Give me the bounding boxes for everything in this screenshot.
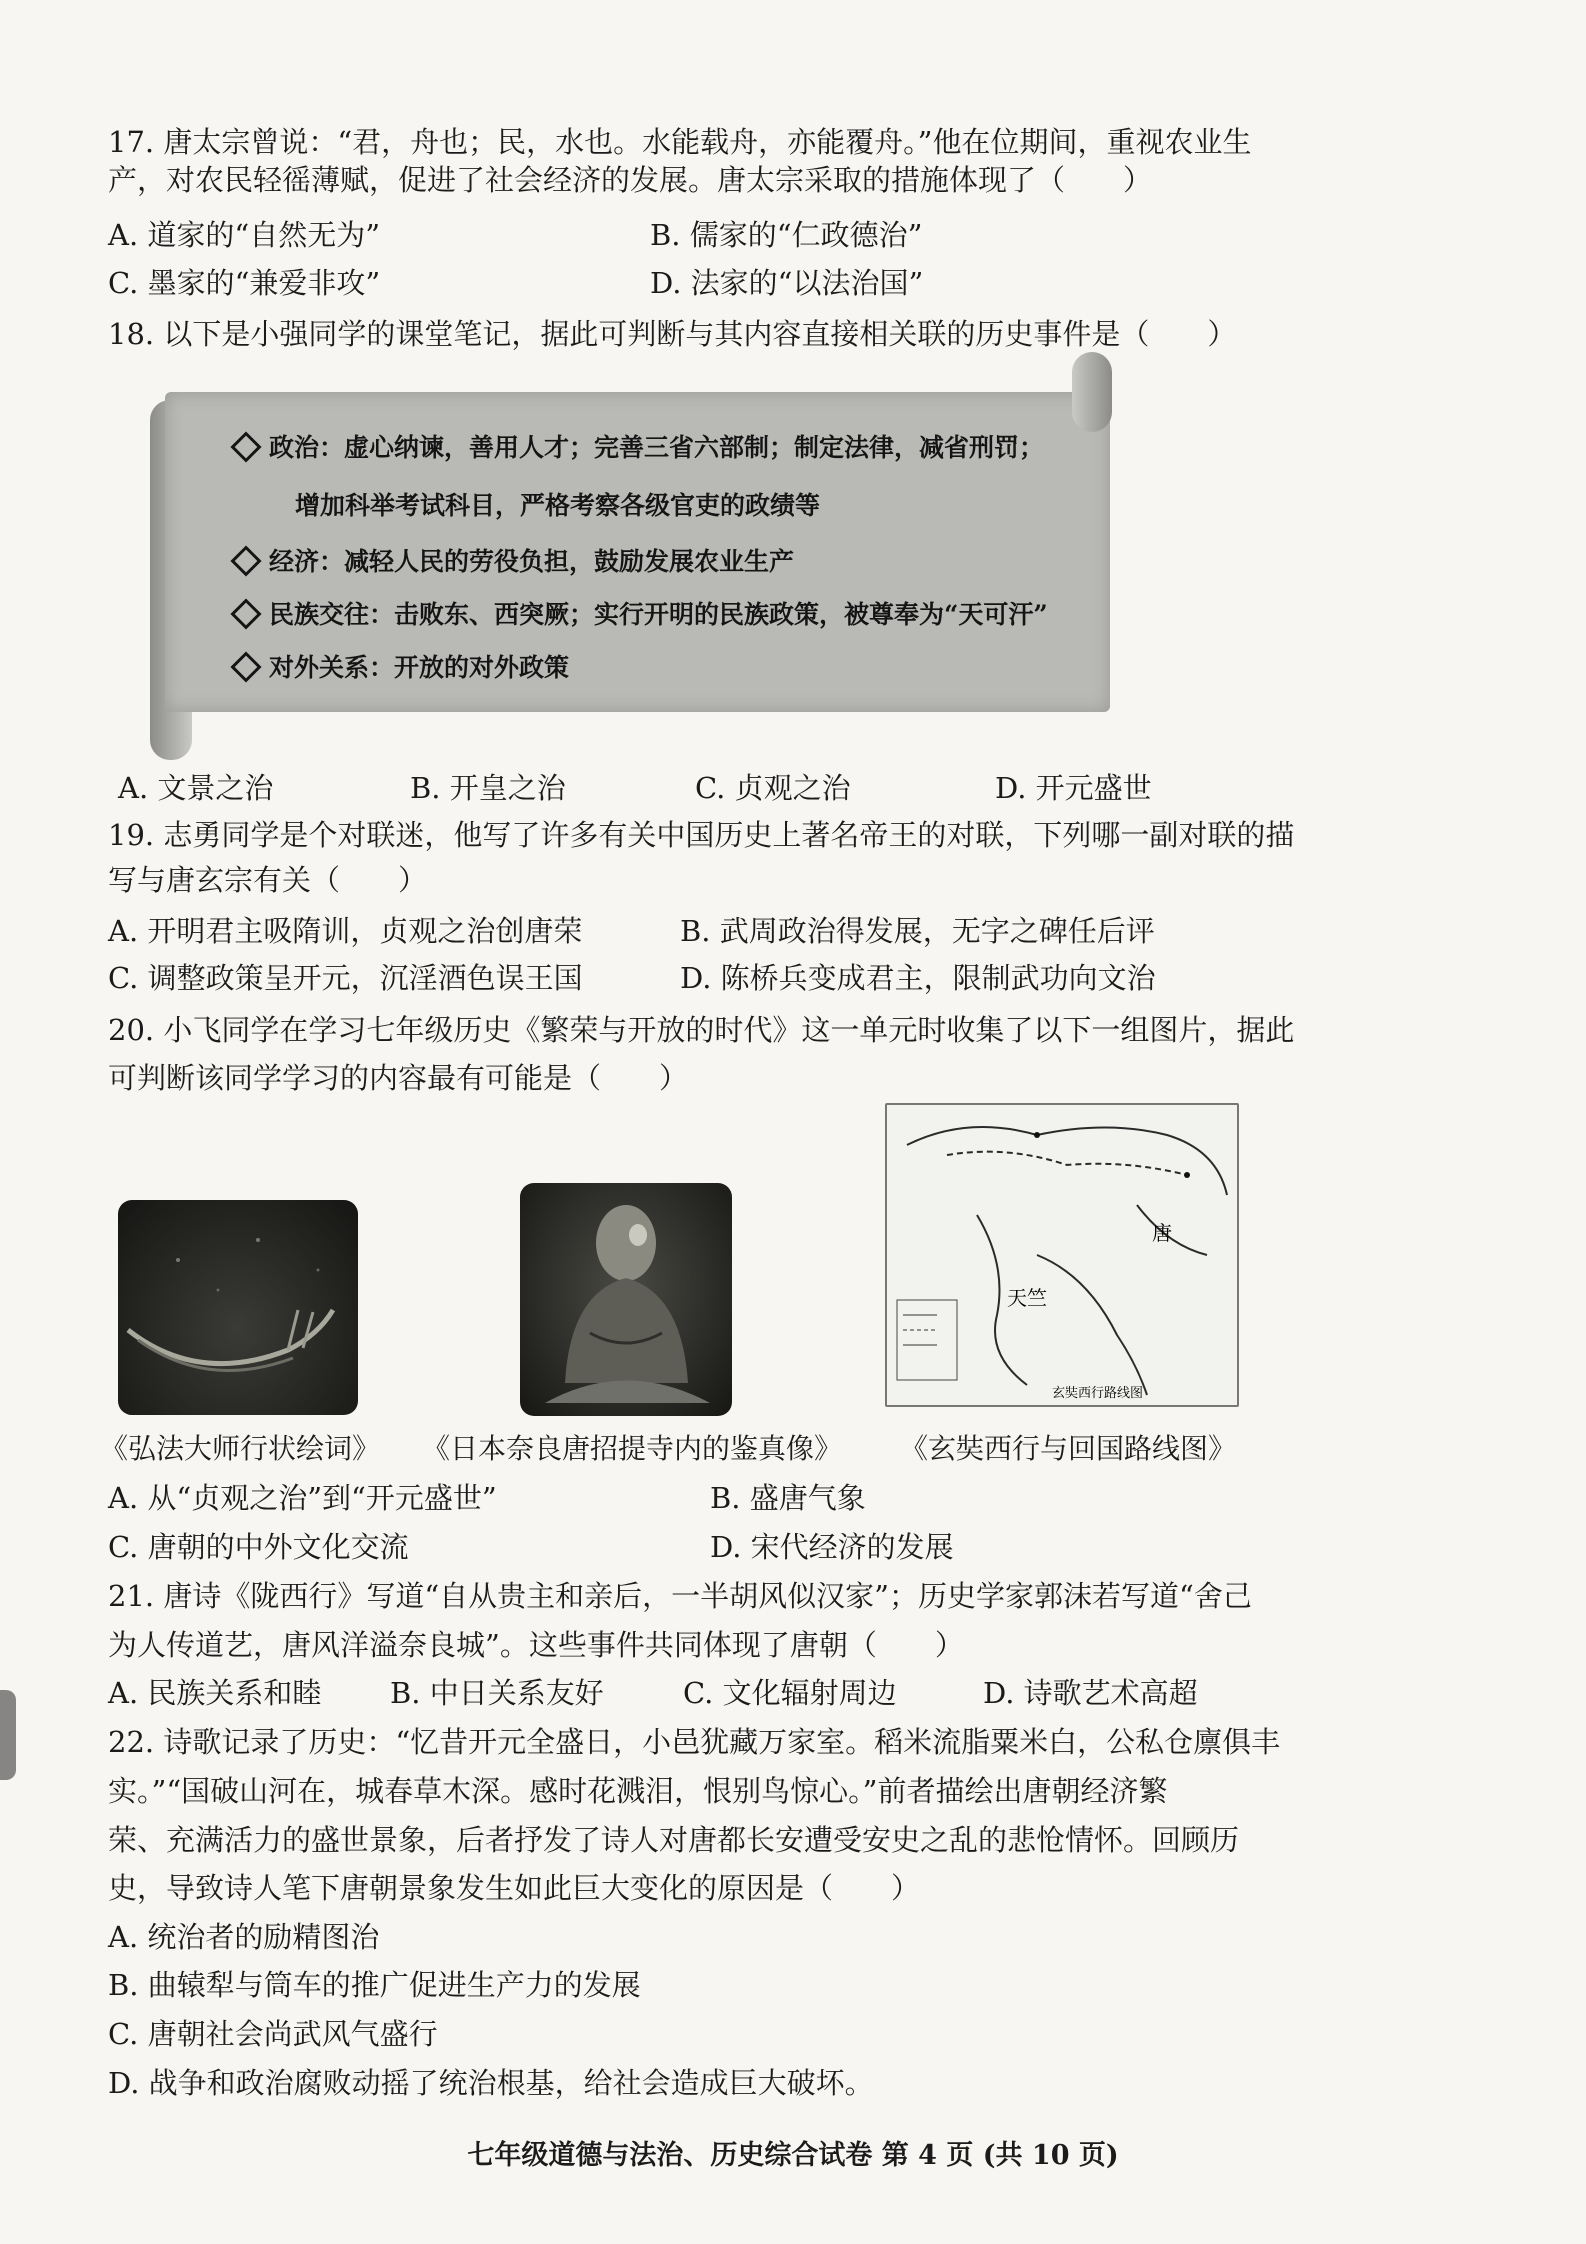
q22-option-c[interactable]: C. 唐朝社会尚武风气盛行 xyxy=(108,2017,438,2051)
map-title: 玄奘西行路线图 xyxy=(1052,1386,1144,1401)
note-ethnic-relations: 民族交往：击败东、西突厥；实行开明的民族政策，被尊奉为“天可汗” xyxy=(235,598,1048,632)
q21-option-c[interactable]: C. 文化辐射周边 xyxy=(683,1676,897,1710)
q19-option-b[interactable]: B. 武周政治得发展，无字之碑任后评 xyxy=(680,914,1155,948)
q17-option-b[interactable]: B. 儒家的“仁政德治” xyxy=(650,218,923,252)
q18-option-d[interactable]: D. 开元盛世 xyxy=(995,771,1152,805)
q21-option-a[interactable]: A. 民族关系和睦 xyxy=(108,1676,322,1710)
q21-stem-line1: 21. 唐诗《陇西行》写道“自从贵主和亲后，一半胡风似汉家”；历史学家郭沫若写道“舍己 xyxy=(108,1579,1252,1613)
kobo-daishi-scroll-image xyxy=(118,1200,358,1415)
diamond-bullet-icon xyxy=(230,598,261,629)
q19-option-c[interactable]: C. 调整政策呈开元，沉淫酒色误王国 xyxy=(108,961,583,995)
q19-option-d[interactable]: D. 陈桥兵变成君主，限制武功向文治 xyxy=(680,961,1156,995)
q20-option-d[interactable]: D. 宋代经济的发展 xyxy=(710,1530,954,1564)
note-foreign-relations: 对外关系：开放的对外政策 xyxy=(235,651,569,685)
q21-option-b[interactable]: B. 中日关系友好 xyxy=(390,1676,604,1710)
page-footer: 七年级道德与法治、历史综合试卷 第 4 页 (共 10 页) xyxy=(467,2140,1119,2171)
q19-option-a[interactable]: A. 开明君主吸隋训，贞观之治创唐荣 xyxy=(108,914,583,948)
diamond-bullet-icon xyxy=(230,651,261,682)
xuanzang-route-map-image xyxy=(885,1103,1239,1407)
scan-smudge xyxy=(0,1690,16,1780)
caption-kobo-daishi: 《弘法大师行状绘词》 xyxy=(100,1432,381,1465)
q22-stem-line4: 史，导致诗人笔下唐朝景象发生如此巨大变化的原因是（ ） xyxy=(108,1871,921,1905)
note-economy: 经济：减轻人民的劳役负担，鼓励发展农业生产 xyxy=(235,545,794,579)
diamond-bullet-icon xyxy=(230,431,261,462)
q22-stem-line1: 22. 诗歌记录了历史：“忆昔开元全盛日，小邑犹藏万家室。稻米流脂粟米白，公私仓廪俱丰 xyxy=(108,1725,1281,1759)
q17-option-c[interactable]: C. 墨家的“兼爱非攻” xyxy=(108,266,381,300)
map-label-tang: 唐 xyxy=(1152,1221,1172,1245)
q20-stem-line2: 可判断该同学学习的内容最有可能是（ ） xyxy=(108,1061,689,1095)
q22-option-a[interactable]: A. 统治者的励精图治 xyxy=(108,1920,380,1954)
q20-stem-line1: 20. 小飞同学在学习七年级历史《繁荣与开放的时代》这一单元时收集了以下一组图片，据此 xyxy=(108,1013,1295,1047)
q22-option-b[interactable]: B. 曲辕犁与筒车的推广促进生产力的发展 xyxy=(108,1968,641,2002)
q20-option-c[interactable]: C. 唐朝的中外文化交流 xyxy=(108,1530,409,1564)
diamond-bullet-icon xyxy=(230,545,261,576)
note-politics: 政治：虚心纳谏，善用人才；完善三省六部制；制定法律，减省刑罚； xyxy=(235,431,1044,465)
caption-xuanzang-map: 《玄奘西行与回国路线图》 xyxy=(900,1432,1237,1465)
q18-stem-line1: 18. 以下是小强同学的课堂笔记，据此可判断与其内容直接相关联的历史事件是（ ） xyxy=(108,317,1237,351)
q18-option-b[interactable]: B. 开皇之治 xyxy=(410,771,566,805)
q18-option-a[interactable]: A. 文景之治 xyxy=(118,771,274,805)
caption-jianzhen: 《日本奈良唐招提寺内的鉴真像》 xyxy=(422,1432,843,1465)
q17-stem-line2: 产，对农民轻徭薄赋，促进了社会经济的发展。唐太宗采取的措施体现了（ ） xyxy=(108,163,1153,197)
q21-option-d[interactable]: D. 诗歌艺术高超 xyxy=(983,1676,1198,1710)
q21-stem-line2: 为人传道艺，唐风洋溢奈良城”。这些事件共同体现了唐朝（ ） xyxy=(108,1628,964,1662)
q17-stem-line1: 17. 唐太宗曾说：“君，舟也；民，水也。水能载舟，亦能覆舟。”他在位期间，重视农业生 xyxy=(108,125,1252,159)
q19-stem-line2: 写与唐玄宗有关（ ） xyxy=(108,863,428,897)
q19-stem-line1: 19. 志勇同学是个对联迷，他写了许多有关中国历史上著名帝王的对联，下列哪一副对联的描 xyxy=(108,818,1295,852)
q18-option-c[interactable]: C. 贞观之治 xyxy=(695,771,851,805)
scroll-curl-right xyxy=(1072,352,1112,432)
q22-stem-line2: 实。”“国破山河在，城春草木深。感时花溅泪，恨别鸟惊心。”前者描绘出唐朝经济繁 xyxy=(108,1774,1168,1808)
q20-option-b[interactable]: B. 盛唐气象 xyxy=(710,1481,866,1515)
q17-option-a[interactable]: A. 道家的“自然无为” xyxy=(108,218,381,252)
map-label-tianzhu: 天竺 xyxy=(1007,1286,1047,1310)
note-politics-cont: 增加科举考试科目，严格考察各级官吏的政绩等 xyxy=(295,491,821,520)
q17-option-d[interactable]: D. 法家的“以法治国” xyxy=(650,266,924,300)
q20-option-a[interactable]: A. 从“贞观之治”到“开元盛世” xyxy=(108,1481,497,1515)
jianzhen-statue-image xyxy=(520,1183,732,1416)
q22-stem-line3: 荣、充满活力的盛世景象，后者抒发了诗人对唐都长安遭受安史之乱的悲怆情怀。回顾历 xyxy=(108,1823,1240,1857)
q22-option-d[interactable]: D. 战争和政治腐败动摇了统治根基，给社会造成巨大破坏。 xyxy=(108,2066,874,2100)
